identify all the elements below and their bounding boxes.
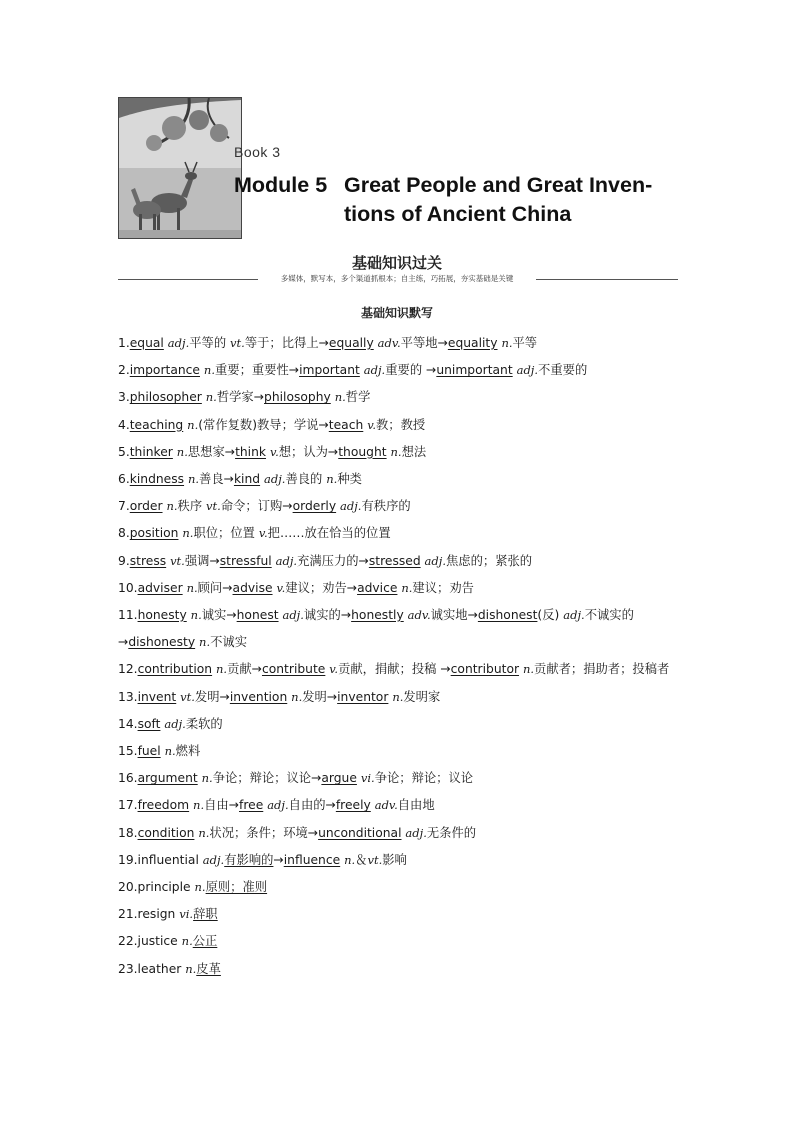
part-of-speech: n. xyxy=(187,472,200,487)
item-text: 16. xyxy=(118,771,138,786)
item-text: 23.leather xyxy=(118,961,186,976)
part-of-speech: adv. xyxy=(377,336,401,350)
module-title-line2: tions of Ancient China xyxy=(344,202,572,226)
answer-word: adviser xyxy=(137,580,183,595)
item-text: 19.influential xyxy=(118,852,203,867)
item-text: 13. xyxy=(118,689,138,704)
part-of-speech: n. xyxy=(216,662,228,677)
item-text: 善良→ xyxy=(199,472,234,487)
answer-word: stressed xyxy=(368,553,421,568)
item-text: 6. xyxy=(118,472,130,487)
part-of-speech: v. xyxy=(258,526,268,541)
item-text: 20.principle xyxy=(118,880,195,895)
answer-word: honest xyxy=(236,608,279,623)
item-text: 7. xyxy=(118,499,130,514)
part-of-speech: n. xyxy=(187,417,199,432)
deer-photo-illustration xyxy=(119,98,241,238)
vocab-item xyxy=(118,520,680,547)
module-title xyxy=(234,171,704,229)
answer-word: invent xyxy=(137,689,177,704)
item-text: 把……放在恰当的位置 xyxy=(267,526,391,541)
item-text: 自由地 xyxy=(397,798,435,813)
item-text: 种类 xyxy=(337,472,362,487)
vocab-item xyxy=(118,575,680,602)
vocab-item xyxy=(118,384,680,411)
answer-word: 皮革 xyxy=(196,961,221,976)
answer-word: equally xyxy=(328,336,374,350)
answer-word: contribute xyxy=(261,662,326,677)
answer-word: order xyxy=(129,499,163,514)
item-text: 命令；订购→ xyxy=(220,499,293,514)
item-text: 教；教授 xyxy=(376,417,426,432)
part-of-speech: adj. xyxy=(167,336,190,350)
item-text: 哲学家→ xyxy=(216,390,265,405)
answer-word: contribution xyxy=(137,662,213,677)
answer-word: orderly xyxy=(292,499,337,514)
vocab-item xyxy=(118,493,680,520)
item-text: 平等 xyxy=(512,336,538,350)
item-text: 状况；条件；环境→ xyxy=(209,825,319,840)
answer-word: kindness xyxy=(129,472,185,487)
part-of-speech: n. xyxy=(522,662,535,677)
part-of-speech: adv. xyxy=(374,798,398,813)
item-text: 平等地→ xyxy=(400,336,448,350)
part-of-speech: adj. xyxy=(424,553,446,568)
answer-word: condition xyxy=(137,825,195,840)
answer-word: think xyxy=(235,444,267,459)
part-of-speech: vi. xyxy=(360,771,375,786)
item-text: 建议；劝告 xyxy=(412,580,474,595)
item-text: 5. xyxy=(118,444,130,459)
vocab-item xyxy=(118,357,680,384)
item-text: 职位；位置 xyxy=(193,526,259,541)
part-of-speech: n. xyxy=(390,444,402,459)
part-of-speech: v. xyxy=(269,444,279,459)
part-of-speech: n. xyxy=(182,526,194,541)
item-text: 自由的→ xyxy=(288,798,336,813)
item-text: 不诚实 xyxy=(210,635,248,650)
answer-word: equal xyxy=(129,336,164,350)
module-number: Module 5 xyxy=(234,173,328,197)
answer-word: freely xyxy=(335,798,371,813)
vocab-item xyxy=(118,847,680,874)
item-text: 发明→ xyxy=(194,689,230,704)
banner-divider-right xyxy=(536,279,678,280)
part-of-speech: n. xyxy=(185,961,197,976)
item-text: 18. xyxy=(118,825,138,840)
item-text: 11. xyxy=(118,608,138,623)
vocab-item xyxy=(118,792,680,819)
vocab-item xyxy=(118,928,680,955)
item-text: 发明家 xyxy=(403,689,441,704)
part-of-speech: n. xyxy=(326,472,338,487)
item-text: → xyxy=(273,852,284,867)
answer-word: important xyxy=(299,363,360,378)
answer-word: kind xyxy=(233,472,261,487)
part-of-speech: n. xyxy=(291,689,303,704)
answer-word: importance xyxy=(129,363,200,378)
item-text: 10. xyxy=(118,580,138,595)
item-text: 争论；辩论；议论→ xyxy=(212,771,322,786)
answer-word: honesty xyxy=(137,608,187,623)
answer-word: influence xyxy=(283,852,341,867)
book-label: Book 3 xyxy=(234,144,281,160)
part-of-speech: n. xyxy=(199,635,211,650)
item-text: 顾问→ xyxy=(197,580,233,595)
item-text: 3. xyxy=(118,390,130,405)
part-of-speech: adj. xyxy=(267,798,289,813)
vocab-item xyxy=(118,330,680,357)
item-text: 8. xyxy=(118,526,130,541)
part-of-speech: vi. xyxy=(179,907,194,922)
part-of-speech: v. xyxy=(276,580,286,595)
answer-word: argue xyxy=(321,771,357,786)
answer-word: 原则；准则 xyxy=(205,880,268,895)
item-text: 争论；辩论；议论 xyxy=(374,771,474,786)
part-of-speech: n. xyxy=(176,444,188,459)
part-of-speech: n. xyxy=(193,798,205,813)
part-of-speech: n. xyxy=(190,608,202,623)
part-of-speech: n. xyxy=(181,934,193,949)
item-text: 4. xyxy=(118,417,130,432)
item-text: 贡献，捐献；投稿 → xyxy=(338,662,451,677)
item-text: 重要的 → xyxy=(385,363,437,378)
item-text: 14. xyxy=(118,716,138,731)
item-text: 不诚实的→ xyxy=(118,608,634,650)
part-of-speech: adj. xyxy=(516,363,539,378)
item-text: 有秩序的 xyxy=(361,499,411,514)
item-text: 诚实的→ xyxy=(303,608,352,623)
part-of-speech: n. xyxy=(501,336,513,350)
answer-word: teach xyxy=(328,417,364,432)
item-text: (反) xyxy=(537,608,564,623)
answer-word: 公正 xyxy=(192,934,218,949)
module-title-line1: Great People and Great Inven- xyxy=(344,173,653,197)
deer-photo xyxy=(118,97,242,239)
item-text: 9. xyxy=(118,553,130,568)
vocab-list xyxy=(118,330,680,983)
answer-word: 辞职 xyxy=(193,907,218,922)
answer-word: stress xyxy=(129,553,167,568)
part-of-speech: n. xyxy=(392,689,404,704)
part-of-speech: adj. xyxy=(275,553,298,568)
part-of-speech: vt. xyxy=(170,553,185,568)
part-of-speech: adj. xyxy=(363,363,386,378)
answer-word: dishonesty xyxy=(128,635,196,650)
answer-word: stressful xyxy=(219,553,272,568)
item-text: 平等的 xyxy=(189,336,231,350)
answer-word: philosopher xyxy=(129,390,202,405)
item-text: 12. xyxy=(118,662,138,677)
item-text: 22.justice xyxy=(118,934,182,949)
part-of-speech: n. xyxy=(164,744,176,759)
item-text: 柔软的 xyxy=(185,716,223,731)
item-text: 强调→ xyxy=(184,553,220,568)
answer-word: unimportant xyxy=(436,363,513,378)
vocab-item xyxy=(118,711,680,738)
answer-word: position xyxy=(129,526,179,541)
answer-word: 有影响的 xyxy=(224,852,274,867)
part-of-speech: vt. xyxy=(230,336,245,350)
part-of-speech: vt. xyxy=(367,852,383,867)
answer-word: unconditional xyxy=(318,825,402,840)
vocab-item xyxy=(118,820,680,847)
part-of-speech: n. xyxy=(205,390,217,405)
vocab-item xyxy=(118,901,680,928)
part-of-speech: n. xyxy=(334,390,346,405)
item-text: 2. xyxy=(118,363,130,378)
part-of-speech: adj. xyxy=(202,852,225,867)
answer-word: fuel xyxy=(137,744,161,759)
sub-heading: 基础知识默写 xyxy=(360,306,433,320)
part-of-speech: vt. xyxy=(206,499,221,514)
item-text: 影响 xyxy=(382,852,407,867)
item-text: 诚实→ xyxy=(201,608,237,623)
item-text: (常作复数)教导；学说→ xyxy=(198,417,329,432)
item-text: 哲学 xyxy=(345,390,371,405)
vocab-item xyxy=(118,656,680,683)
item-text: 等于；比得上→ xyxy=(244,336,329,350)
answer-word: free xyxy=(239,798,264,813)
answer-word: thinker xyxy=(129,444,173,459)
part-of-speech: n. xyxy=(194,880,206,895)
part-of-speech: adj. xyxy=(563,608,585,623)
vocab-item xyxy=(118,412,680,439)
part-of-speech: n. xyxy=(186,580,198,595)
item-text: 善良的 xyxy=(285,472,327,487)
item-text: 发明→ xyxy=(302,689,338,704)
item-text: 想；认为→ xyxy=(278,444,339,459)
answer-word: honestly xyxy=(351,608,404,623)
item-text: 燃料 xyxy=(175,744,201,759)
item-text: 充满压力的→ xyxy=(297,553,369,568)
answer-word: contributor xyxy=(450,662,520,677)
vocab-item xyxy=(118,874,680,901)
item-text: 15. xyxy=(118,744,138,759)
vocab-item xyxy=(118,548,680,575)
answer-word: argument xyxy=(137,771,198,786)
part-of-speech: n. xyxy=(401,580,413,595)
part-of-speech: adj. xyxy=(340,499,362,514)
item-text: 无条件的 xyxy=(426,825,477,840)
banner-divider-left xyxy=(118,279,258,280)
part-of-speech: v. xyxy=(367,417,376,432)
vocab-item xyxy=(118,602,680,656)
item-text: 贡献者；捐助者；投稿者 xyxy=(534,662,670,677)
item-text: 想法 xyxy=(401,444,427,459)
item-text: 贡献→ xyxy=(227,662,262,677)
vocab-item xyxy=(118,439,680,466)
answer-word: philosophy xyxy=(264,390,331,405)
part-of-speech: adj. xyxy=(282,608,304,623)
item-text: 重要；重要性→ xyxy=(214,363,300,378)
part-of-speech: n. xyxy=(198,825,210,840)
part-of-speech: n. xyxy=(203,363,215,378)
part-of-speech: n. xyxy=(201,771,213,786)
part-of-speech: adj. xyxy=(264,472,286,487)
part-of-speech: n. xyxy=(166,499,178,514)
part-of-speech: vt. xyxy=(180,689,195,704)
section-title: 基础知识过关 xyxy=(351,254,442,272)
answer-word: freedom xyxy=(137,798,190,813)
part-of-speech: adj. xyxy=(405,825,427,840)
answer-word: advise xyxy=(232,580,273,595)
item-text: 自由→ xyxy=(204,798,240,813)
vocab-item xyxy=(118,738,680,765)
part-of-speech: n. xyxy=(344,852,356,867)
vocab-item xyxy=(118,956,680,983)
item-text: 焦虑的；紧张的 xyxy=(446,553,533,568)
answer-word: advice xyxy=(357,580,398,595)
item-text: 诚实地→ xyxy=(430,608,478,623)
vocab-item xyxy=(118,466,680,493)
answer-word: equality xyxy=(447,336,498,350)
section-subtitle: 多媒体，默写本，多个渠道抓根本；自主练，巧拓展，夯实基础是关键 xyxy=(280,274,514,283)
answer-word: inventor xyxy=(337,689,389,704)
part-of-speech: adv. xyxy=(407,608,431,623)
item-text: 17. xyxy=(118,798,138,813)
item-text: 秩序 xyxy=(177,499,207,514)
answer-word: invention xyxy=(229,689,288,704)
module-header xyxy=(118,97,678,242)
item-text: 不重要的 xyxy=(538,363,588,378)
answer-word: thought xyxy=(338,444,387,459)
answer-word: dishonest xyxy=(477,608,538,623)
item-text: 思想家→ xyxy=(187,444,236,459)
vocab-item xyxy=(118,765,680,792)
vocab-item xyxy=(118,684,680,711)
item-text: ＆ xyxy=(355,852,368,867)
item-text: 1. xyxy=(118,336,130,350)
answer-word: soft xyxy=(137,716,161,731)
answer-word: teaching xyxy=(129,417,184,432)
part-of-speech: v. xyxy=(329,662,339,677)
part-of-speech: adj. xyxy=(164,716,186,731)
item-text: 建议；劝告→ xyxy=(285,580,358,595)
item-text: 21.resign xyxy=(118,907,180,922)
